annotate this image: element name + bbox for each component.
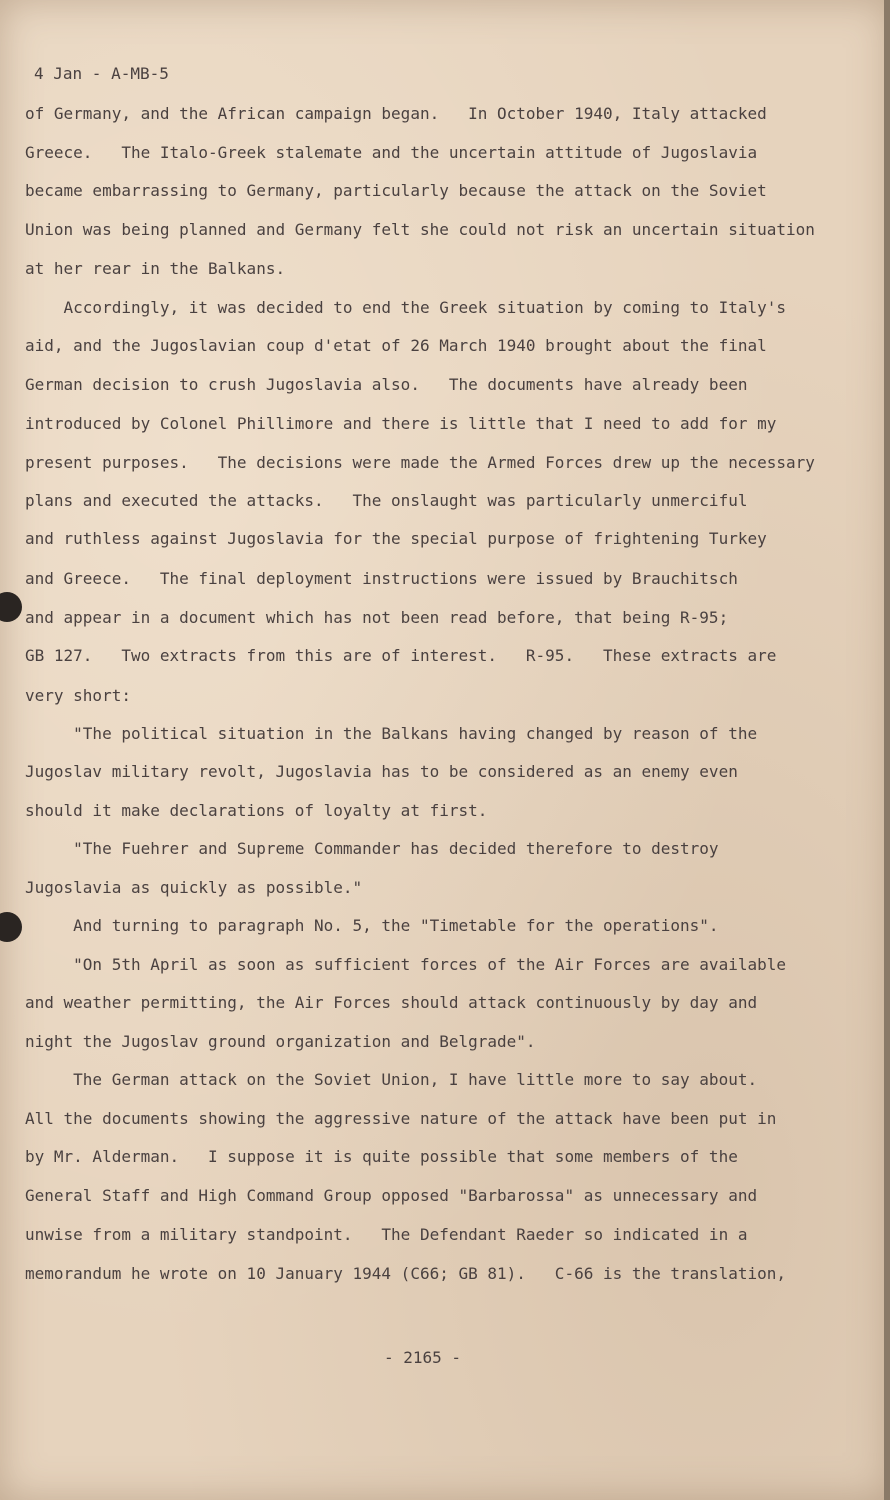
text-line: unwise from a military standpoint. The Defendant Raeder so indicated in a bbox=[25, 1225, 748, 1244]
quoted-line: should it make declarations of loyalty at first. bbox=[25, 801, 488, 820]
text-line: introduced by Colonel Phillimore and there is little that I need to add for my bbox=[25, 414, 777, 433]
text-line: very short: bbox=[25, 686, 131, 705]
text-line: and appear in a document which has not been read before, that being R-95; bbox=[25, 608, 729, 627]
quoted-line: night the Jugoslav ground organization and Belgrade". bbox=[25, 1032, 536, 1051]
text-line: by Mr. Alderman. I suppose it is quite possible that some members of the bbox=[25, 1147, 738, 1166]
text-line: Greece. The Italo-Greek stalemate and the uncertain attitude of Jugoslavia bbox=[25, 143, 758, 162]
punch-hole-upper bbox=[0, 592, 22, 622]
quoted-line: "On 5th April as soon as sufficient forces of the Air Forces are available bbox=[25, 955, 786, 974]
quoted-line: "The Fuehrer and Supreme Commander has decided therefore to destroy bbox=[25, 839, 719, 858]
text-line: plans and executed the attacks. The onslaught was particularly unmerciful bbox=[25, 491, 748, 510]
text-line: of Germany, and the African campaign began. In October 1940, Italy attacked bbox=[25, 104, 767, 123]
text-line: and ruthless against Jugoslavia for the special purpose of frightening Turkey bbox=[25, 529, 767, 548]
punch-hole-lower bbox=[0, 912, 22, 942]
quoted-line: Jugoslav military revolt, Jugoslavia has to be considered as an enemy even bbox=[25, 762, 738, 781]
page-number: - 2165 - bbox=[384, 1348, 462, 1367]
text-line: and Greece. The final deployment instructions were issued by Brauchitsch bbox=[25, 569, 738, 588]
text-line: German decision to crush Jugoslavia also. The documents have already been bbox=[25, 375, 748, 394]
text-line: Union was being planned and Germany felt she could not risk an uncertain situation bbox=[25, 220, 815, 239]
text-line: aid, and the Jugoslavian coup d'etat of 26 March 1940 brought about the final bbox=[25, 336, 767, 355]
text-line: GB 127. Two extracts from this are of interest. R-95. These extracts are bbox=[25, 646, 777, 665]
text-line: All the documents showing the aggressive nature of the attack have been put in bbox=[25, 1109, 777, 1128]
quoted-line: and weather permitting, the Air Forces should attack continuously by day and bbox=[25, 993, 758, 1012]
text-line: became embarrassing to Germany, particularly because the attack on the Soviet bbox=[25, 181, 767, 200]
text-line: Accordingly, it was decided to end the Greek situation by coming to Italy's bbox=[25, 298, 786, 317]
text-line: memorandum he wrote on 10 January 1944 (C66; GB 81). C-66 is the translation, bbox=[25, 1264, 786, 1283]
page-reference: 4 Jan - A-MB-5 bbox=[34, 64, 169, 83]
quoted-line: "The political situation in the Balkans having changed by reason of the bbox=[25, 724, 758, 743]
page-edge-shadow bbox=[884, 0, 890, 1500]
quoted-line: Jugoslavia as quickly as possible." bbox=[25, 878, 363, 897]
text-line: And turning to paragraph No. 5, the "Timetable for the operations". bbox=[25, 916, 719, 935]
text-line: The German attack on the Soviet Union, I have little more to say about. bbox=[25, 1070, 758, 1089]
text-line: General Staff and High Command Group opposed "Barbarossa" as unnecessary and bbox=[25, 1186, 758, 1205]
text-line: at her rear in the Balkans. bbox=[25, 259, 286, 278]
text-line: present purposes. The decisions were made the Armed Forces drew up the necessary bbox=[25, 453, 815, 472]
